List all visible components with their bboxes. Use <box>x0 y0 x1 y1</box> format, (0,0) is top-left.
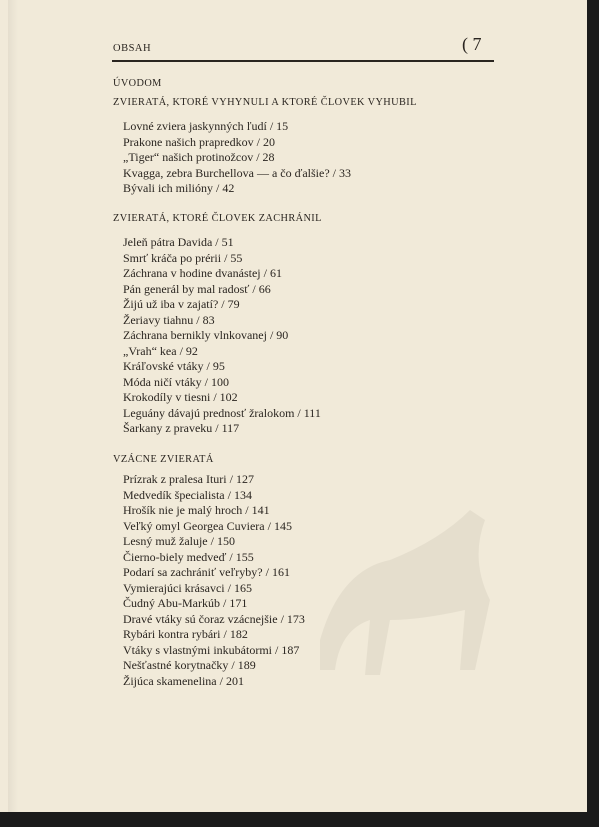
toc-entry: Prakone našich prapredkov / 20 <box>123 134 275 149</box>
toc-entry: Medvedík špecialista / 134 <box>123 487 252 502</box>
toc-entry: „Vrah“ kea / 92 <box>123 343 198 358</box>
toc-entry: Žijú už iba v zajatí? / 79 <box>123 297 240 311</box>
toc-list-extinct <box>123 119 351 197</box>
scan-edge-bottom <box>0 812 599 827</box>
page-number: ( 7 <box>462 34 482 54</box>
toc-list-rare <box>123 472 305 689</box>
toc-entry: Vymierajúci krásavci / 165 <box>123 580 252 595</box>
header-rule <box>112 60 494 62</box>
toc-entry: Kráľovské vtáky / 95 <box>123 359 225 373</box>
toc-entry: Jeleň pátra Davida / 51 <box>123 235 234 249</box>
toc-entry: Šarkany z praveku / 117 <box>123 421 240 435</box>
toc-list-saved <box>123 235 321 437</box>
toc-entry: Dravé vtáky sú čoraz vzácnejšie / 173 <box>123 611 305 626</box>
toc-entry: Žijúca skamenelina / 201 <box>123 673 244 688</box>
toc-entry: Vtáky s vlastnými inkubátormi / 187 <box>123 642 300 657</box>
toc-entry: Smrť kráča po prérii / 55 <box>123 250 243 265</box>
toc-entry: Veľký omyl Georgea Cuviera / 145 <box>123 518 292 533</box>
toc-entry: Nešťastné korytnačky / 189 <box>123 658 256 672</box>
intro-heading: ÚVODOM <box>113 78 162 89</box>
toc-entry: Prízrak z pralesa Ituri / 127 <box>123 472 254 486</box>
section-heading-saved: ZVIERATÁ, KTORÉ ČLOVEK ZACHRÁNIL <box>113 213 322 224</box>
toc-entry: Hrošík nie je malý hroch / 141 <box>123 503 270 517</box>
binding-shadow <box>8 0 18 812</box>
toc-entry: Rybári kontra rybári / 182 <box>123 627 248 641</box>
toc-entry: Bývali ich milióny / 42 <box>123 181 235 195</box>
toc-entry: Čierno-biely medveď / 155 <box>123 549 254 564</box>
toc-entry: Krokodíly v tiesni / 102 <box>123 390 238 404</box>
toc-entry: Záchrana v hodine dvanástej / 61 <box>123 266 282 280</box>
toc-entry: Podarí sa zachrániť veľryby? / 161 <box>123 565 290 579</box>
section-heading-rare: VZÁCNE ZVIERATÁ <box>113 454 214 465</box>
toc-entry: „Tiger“ našich protinožcov / 28 <box>123 150 275 164</box>
scan-edge-right <box>587 0 599 827</box>
toc-entry: Lovné zviera jaskynných ľudí / 15 <box>123 119 289 133</box>
toc-entry: Čudný Abu-Markúb / 171 <box>123 596 248 610</box>
toc-entry: Žeriavy tiahnu / 83 <box>123 312 215 327</box>
running-head: OBSAH <box>113 43 152 54</box>
toc-entry: Móda ničí vtáky / 100 <box>123 374 229 389</box>
toc-entry: Leguány dávajú prednosť žralokom / 111 <box>123 405 321 420</box>
toc-entry: Pán generál by mal radosť / 66 <box>123 281 271 296</box>
toc-entry: Kvagga, zebra Burchellova — a čo ďalšie? / 33 <box>123 165 351 180</box>
show-through-illustration <box>300 480 530 680</box>
toc-entry: Lesný muž žaluje / 150 <box>123 534 235 548</box>
toc-entry: Záchrana bernikly vlnkovanej / 90 <box>123 328 289 342</box>
section-heading-extinct: ZVIERATÁ, KTORÉ VYHYNULI A KTORÉ ČLOVEK VYHUBIL <box>113 97 417 108</box>
